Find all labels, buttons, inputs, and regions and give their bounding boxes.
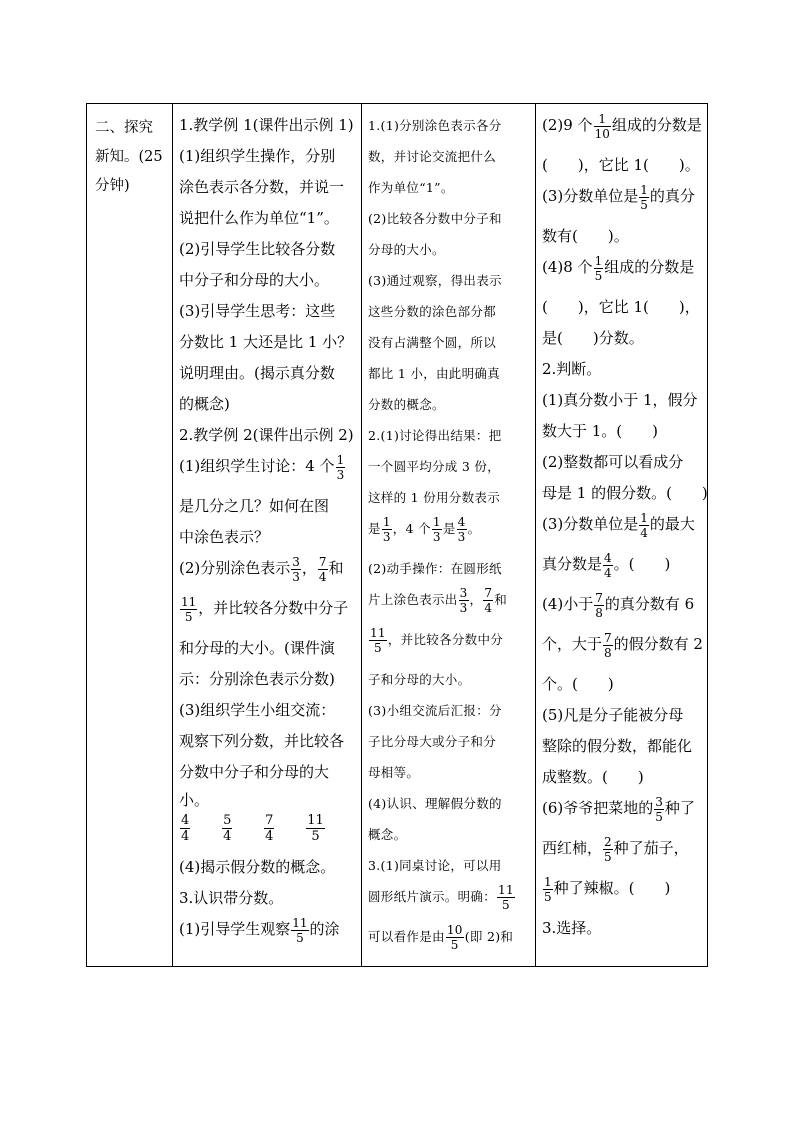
text-line: (1)组织学生操作，分别	[179, 147, 336, 165]
fraction	[264, 814, 274, 843]
numerator: 3	[292, 554, 300, 569]
denominator: 5	[450, 938, 459, 952]
fraction	[497, 884, 515, 911]
text-line	[368, 921, 531, 961]
text-segment: 种了茄子，	[613, 839, 689, 857]
numerator: 1	[640, 182, 648, 197]
denominator: 3	[336, 467, 345, 482]
text-line: (2)引导学生比较各分数	[179, 240, 336, 258]
text-line	[179, 553, 357, 593]
text-line	[179, 451, 357, 491]
fraction	[180, 814, 190, 843]
text-line: 数，并讨论交流把什么	[368, 149, 497, 164]
text-line: 和分母的大小。(课件演	[179, 639, 335, 657]
text-line	[542, 833, 703, 873]
text-line: 这些分数的涂色部分都	[368, 304, 497, 319]
text-line: 1.教学例 1(课件出示例 1)	[179, 116, 354, 134]
denominator: 3	[459, 601, 468, 615]
text-line: (3)组织学生小组交流：	[179, 701, 336, 719]
text-line	[542, 252, 703, 292]
denominator: 8	[604, 645, 612, 660]
fraction	[369, 627, 387, 654]
text-line	[368, 881, 531, 921]
text-line	[179, 593, 357, 633]
text-line	[179, 914, 357, 954]
text-segment: 真分数是	[542, 555, 603, 573]
denominator: 5	[594, 268, 603, 283]
denominator: 5	[501, 898, 510, 912]
text-line: 成整数。( )	[542, 768, 644, 786]
text-line: 分数中分子和分母的大	[179, 763, 330, 781]
text-line: 子和分母的大小。	[368, 672, 471, 687]
fraction	[432, 516, 442, 543]
fraction	[291, 556, 301, 583]
text-segment: 和	[328, 559, 344, 577]
denominator: 4	[604, 565, 612, 580]
text-segment: 组成的分数是	[604, 258, 695, 276]
text-line	[542, 549, 703, 589]
stage-line: 分钟)	[95, 178, 130, 194]
text-line: 中分子和分母的大小。	[179, 271, 330, 289]
fraction	[446, 924, 464, 951]
text-line: 个。( )	[542, 675, 614, 693]
denominator: 4	[265, 828, 274, 844]
text-line: 这样的 1 份用分数表示	[368, 490, 500, 505]
text-line: 小。	[179, 791, 210, 809]
denominator: 4	[223, 828, 232, 844]
fraction	[603, 632, 613, 659]
text-line: ( )，它比 1( )。	[542, 156, 700, 174]
numerator: 3	[459, 586, 468, 600]
text-segment: 的假分数有 2	[613, 635, 703, 653]
text-line: (2)比较各分数中分子和	[368, 211, 502, 226]
numerator: 5	[223, 812, 232, 828]
fraction	[180, 596, 197, 623]
text-line: (5)凡是分子能被分母	[542, 706, 684, 724]
numerator: 4	[181, 812, 190, 828]
denominator: 3	[457, 530, 466, 544]
text-line: 中涂色表示？	[179, 528, 270, 546]
text-line	[542, 793, 703, 833]
numerator: 7	[604, 630, 612, 645]
text-segment: (6)爷爷把菜地的	[542, 799, 654, 817]
text-line	[368, 584, 531, 624]
fraction-row	[179, 812, 357, 852]
text-segment: 的最大	[649, 515, 695, 533]
text-line: 数大于 1。( )	[542, 422, 659, 440]
text-segment: ，并比较各分数中分子	[198, 599, 349, 617]
text-line: 观察下列分数，并比较各	[179, 732, 345, 750]
text-segment: (即 2)和	[464, 929, 514, 944]
text-segment: 。( )	[613, 555, 671, 573]
text-segment: 西红柿，	[542, 839, 603, 857]
text-line: 2.教学例 2(课件出示例 2)	[179, 426, 354, 444]
text-segment: (1)组织学生讨论：4 个	[179, 457, 335, 475]
text-line	[542, 589, 703, 629]
text-segment: 的真分数有 6	[604, 595, 695, 613]
text-line: 没有占满整个圆，所以	[368, 335, 497, 350]
text-line: (4)认识、理解假分数的	[368, 796, 502, 811]
text-line	[368, 513, 531, 553]
numerator: 7	[484, 586, 493, 600]
fraction	[382, 516, 392, 543]
fraction	[318, 556, 328, 583]
numerator: 4	[604, 550, 612, 565]
numerator: 4	[457, 515, 466, 529]
text-segment: ，	[301, 559, 317, 577]
text-line: 示：分别涂色表示分数)	[179, 670, 335, 688]
fraction	[594, 113, 611, 140]
text-line	[542, 181, 703, 221]
denominator: 5	[296, 930, 304, 945]
text-line: 2.判断。	[542, 360, 602, 378]
numerator: 1	[336, 452, 345, 467]
text-line: 分母的大小。	[368, 242, 445, 257]
text-line: (1)真分数小于 1，假分	[542, 391, 698, 409]
numerator: 1	[594, 253, 603, 268]
text-line	[542, 110, 703, 150]
text-line: 3.(1)同桌讨论，可以用	[368, 858, 502, 873]
text-line: (3)小组交流后汇报：分	[368, 703, 502, 718]
fraction	[291, 917, 308, 944]
fraction	[639, 184, 649, 211]
text-segment: (1)引导学生观察	[179, 920, 291, 938]
text-line: 分数比 1 大还是比 1 小？	[179, 333, 353, 351]
numerator: 2	[604, 834, 612, 849]
text-segment: 种了	[664, 799, 695, 817]
text-line: (2)整数都可以看成分	[542, 453, 684, 471]
numerator: 7	[595, 590, 603, 605]
text-line: (4)揭示假分数的概念。	[179, 858, 336, 876]
text-line: (3)通过观察，得出表示	[368, 273, 502, 288]
text-segment: ，	[469, 592, 483, 607]
text-segment: (3)分数单位是	[542, 515, 639, 533]
text-line: 分数的概念。	[368, 397, 445, 412]
numerator: 1	[432, 515, 441, 529]
numerator: 1	[544, 874, 552, 889]
denominator: 4	[640, 525, 648, 540]
denominator: 4	[318, 569, 327, 584]
text-segment: 个，大于	[542, 635, 603, 653]
text-segment: 组成的分数是	[611, 116, 702, 134]
denominator: 5	[373, 641, 382, 655]
lesson-table	[86, 103, 708, 967]
text-segment: 和	[494, 592, 508, 607]
numerator: 1	[382, 515, 391, 529]
numerator: 11	[181, 594, 197, 609]
denominator: 5	[311, 828, 320, 844]
text-line: (2)动手操作：在圆形纸	[368, 561, 502, 576]
fraction	[603, 836, 613, 863]
text-segment: 的涂	[309, 920, 340, 938]
text-segment: 种了辣椒。( )	[553, 879, 671, 897]
numerator: 11	[370, 626, 386, 640]
text-line: 1.(1)分别涂色表示各分	[368, 118, 502, 133]
text-line: 涂色表示各分数，并说一	[179, 178, 345, 196]
text-line	[542, 629, 703, 669]
text-line: ( )，它比 1( )，	[542, 298, 700, 316]
fraction	[306, 814, 325, 843]
fraction	[543, 876, 553, 903]
text-segment: 片上涂色表示出	[368, 592, 458, 607]
text-segment: 的真分	[649, 187, 695, 205]
fraction	[336, 454, 346, 481]
fraction	[654, 796, 664, 823]
text-line	[542, 873, 703, 913]
fraction	[222, 814, 232, 843]
denominator: 4	[181, 828, 190, 844]
text-segment: (4)8 个	[542, 258, 593, 276]
fraction	[483, 587, 493, 614]
text-segment: ，4 个	[392, 521, 431, 536]
denominator: 8	[595, 605, 603, 620]
text-line: 母是 1 的假分数。( )	[542, 484, 708, 502]
text-line	[368, 624, 531, 664]
numerator: 11	[307, 812, 324, 828]
denominator: 3	[432, 530, 441, 544]
denominator: 5	[655, 809, 663, 824]
denominator: 3	[292, 569, 300, 584]
fraction	[603, 552, 613, 579]
text-segment: 是	[442, 521, 456, 536]
text-line: (3)引导学生思考：这些	[179, 302, 336, 320]
stage-line: 二、探究	[95, 120, 153, 136]
stage-column	[87, 104, 173, 201]
text-segment: 圆形纸片演示。明确：	[368, 889, 497, 904]
teacher-activity-column	[173, 104, 362, 954]
numerator: 1	[594, 113, 611, 127]
fraction	[457, 516, 467, 543]
text-segment: 可以看作是由	[368, 929, 445, 944]
text-line: 一个圆平均分成 3 份，	[368, 459, 500, 474]
text-line: 作为单位“1”。	[368, 180, 454, 195]
fraction	[594, 255, 604, 282]
fraction	[594, 592, 604, 619]
denominator: 4	[484, 601, 493, 615]
text-line: 3.认识带分数。	[179, 889, 284, 907]
text-line: 3.选择。	[542, 919, 602, 937]
denominator: 10	[594, 126, 610, 141]
text-segment: (4)小于	[542, 595, 594, 613]
text-line: 是( )分数。	[542, 329, 644, 347]
denominator: 5	[544, 889, 552, 904]
text-segment: (2)分别涂色表示	[179, 559, 291, 577]
denominator: 5	[604, 849, 612, 864]
exercise-column	[536, 104, 708, 944]
text-line	[542, 509, 703, 549]
text-line: 子比分母大或分子和分	[368, 734, 497, 749]
numerator: 3	[655, 794, 663, 809]
fraction	[639, 512, 649, 539]
numerator: 11	[292, 915, 308, 930]
text-line: 数有( )。	[542, 227, 629, 245]
text-line: 2.(1)讨论得出结果：把	[368, 428, 502, 443]
text-segment: 是	[368, 521, 381, 536]
text-line: 概念。	[368, 827, 407, 842]
numerator: 1	[640, 510, 648, 525]
numerator: 7	[265, 812, 274, 828]
text-line: 母相等。	[368, 765, 420, 780]
text-line: 的概念)	[179, 395, 230, 413]
text-line: 说把什么作为单位“1”。	[179, 209, 339, 227]
fraction	[459, 587, 469, 614]
numerator: 7	[318, 554, 327, 569]
text-segment: (2)9 个	[542, 116, 593, 134]
student-activity-column	[362, 104, 536, 961]
text-line: 整除的假分数，都能化	[542, 737, 693, 755]
text-segment: (3)分数单位是	[542, 187, 639, 205]
numerator: 11	[498, 883, 514, 897]
text-segment: 。	[467, 521, 481, 536]
denominator: 5	[184, 609, 193, 624]
text-line: 是几分之几？如何在图	[179, 497, 330, 515]
denominator: 5	[640, 197, 648, 212]
text-line: 都比 1 小，由此明确真	[368, 366, 500, 381]
denominator: 3	[382, 530, 391, 544]
text-segment: ，并比较各分数中分	[387, 632, 504, 647]
text-line: 说明理由。(揭示真分数	[179, 364, 335, 382]
stage-line: 新知。(25	[95, 149, 163, 165]
numerator: 10	[446, 923, 463, 937]
